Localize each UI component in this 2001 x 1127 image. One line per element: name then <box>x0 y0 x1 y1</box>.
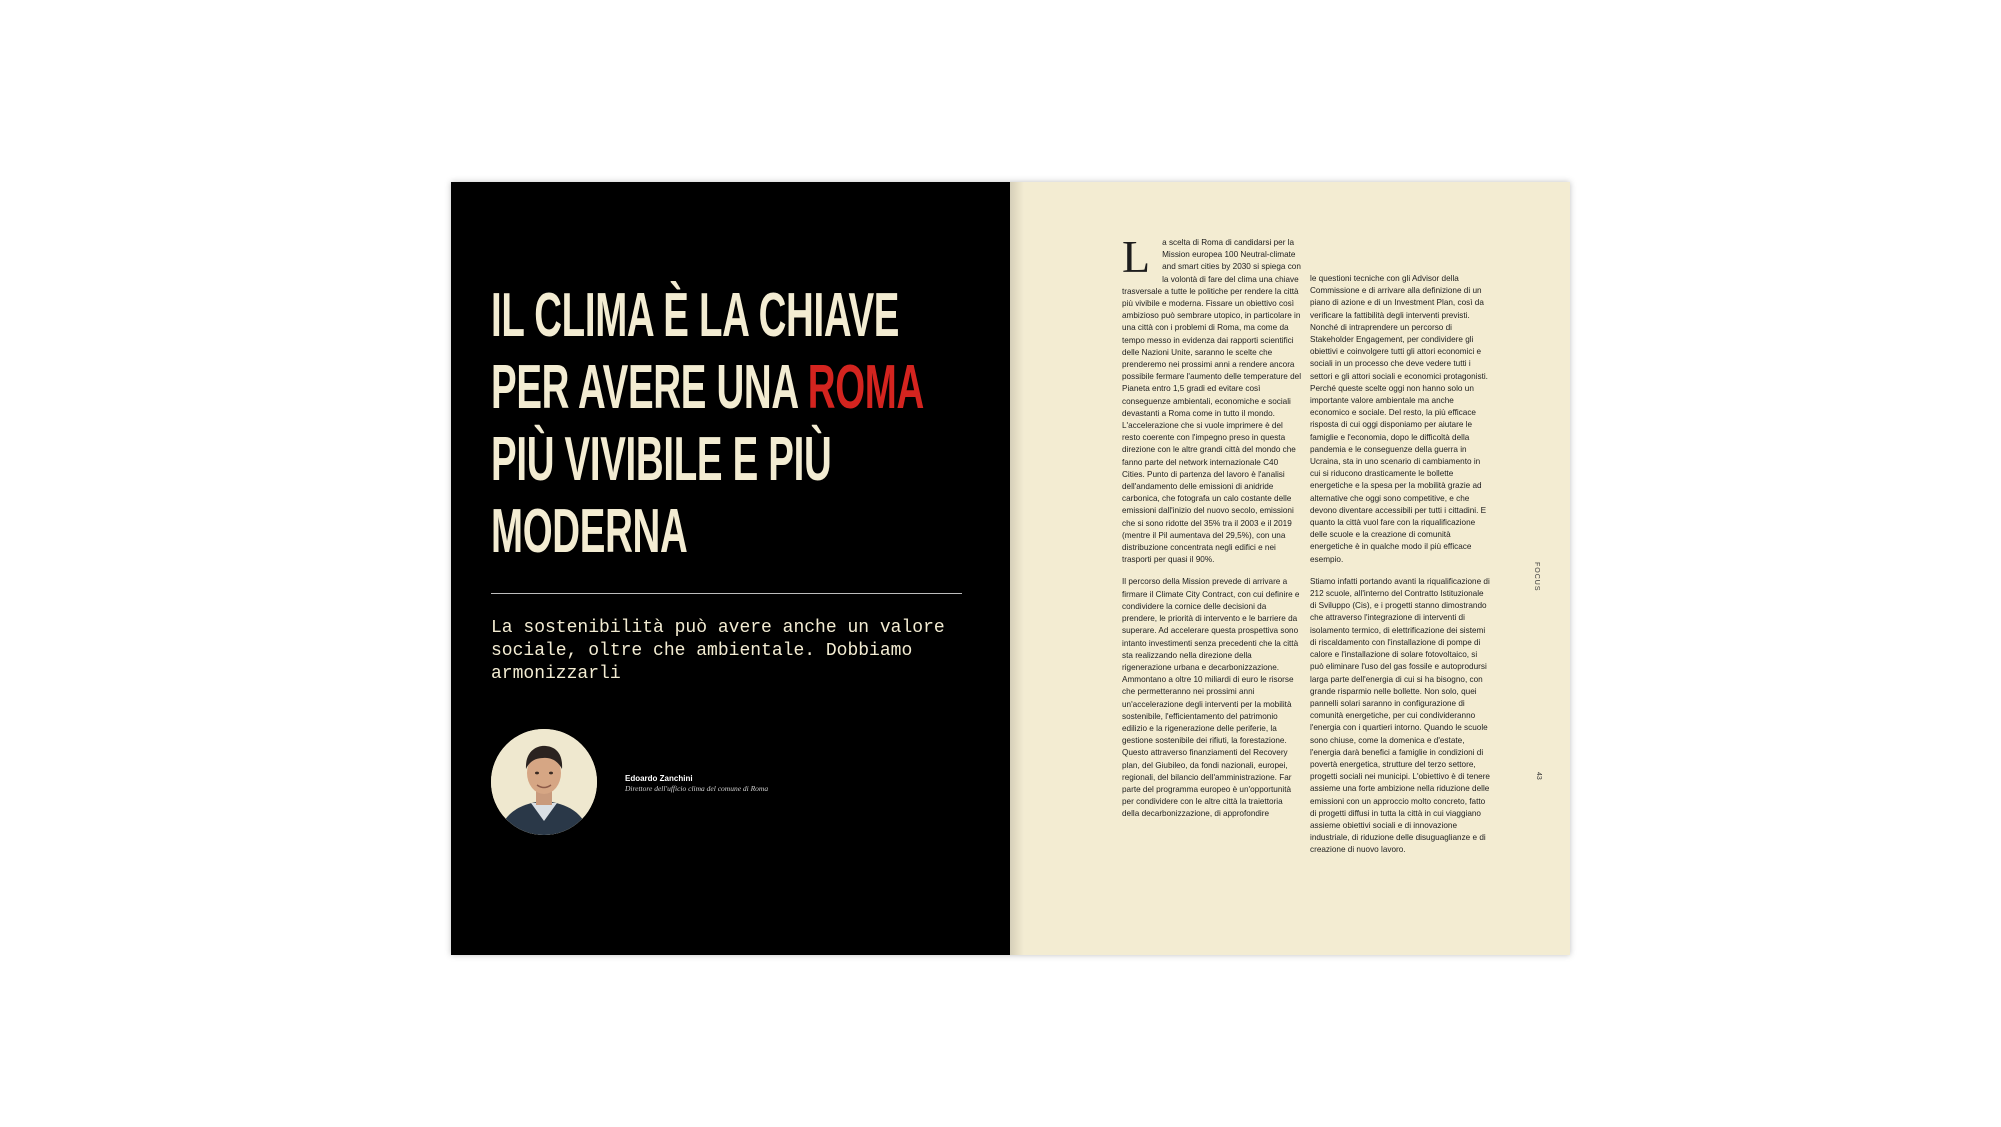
headline-text-1: IL CLIMA È LA CHIAVE PER AVERE UNA <box>491 281 900 422</box>
author-photo <box>491 729 597 835</box>
magazine-spread <box>451 182 1570 955</box>
divider-rule <box>491 593 962 594</box>
left-page <box>451 182 1010 955</box>
body-paragraph <box>1122 231 1302 566</box>
paragraph-text: a scelta di Roma di candidarsi per la Mission europea 100 Neutral-climate and smart cities by 2030 si spiega con la volontà di fare del clima una chiave trasversale a tutte le politiche per rendere la città più vivibile e moderna. Fissare un obiettivo così ambizioso può sembrare utopico, in particolare in una città con i problemi di Roma, ma come da tempo messo in evidenza dai rapporti scientifici delle Nazioni Unite, saranno le scelte che prenderemo nei prossimi anni a rendere ancora possibile fermare l'aumento delle temperature del Pianeta entro 1,5 gradi ed evitare così conseguenze ambientali, economiche e sociali devastanti a Roma come in tutto il mondo. L'accelerazione che si vuole imprimere è del resto coerente con l'impegno preso in questa direzione con le altre grandi città del mondo che fanno parte del network internazionale C40 Cities. Punto di partenza del lavoro è l'analisi dell'andamento delle emissioni di anidride carbonica, che fotografa un calo costante delle emissioni dall'inizio del nuovo secolo, emissioni che si sono ridotte del 35% tra il 2003 e il 2019 (mentre il Pil aumentava del 29,5%), con una distribuzione concentrata negli edifici e nei trasporti per quasi il 90%. <box>1122 238 1302 565</box>
headline-text-2: PIÙ VIVIBILE E PIÙ MODERNA <box>491 425 832 566</box>
right-page <box>1010 182 1570 955</box>
headline-accent-word: ROMA <box>807 353 923 422</box>
article-headline <box>491 280 975 568</box>
author-name: Edoardo Zanchini <box>625 774 693 783</box>
drop-cap: L <box>1122 231 1151 282</box>
page-number: 43 <box>1535 772 1542 780</box>
body-paragraph: Stiamo infatti portando avanti la riqualificazione di 212 scuole, all'interno del Contratto Istituzionale di Sviluppo (Cis), e i progetti stanno dimostrando che attraverso l'integrazione di interventi di isolamento termico, di elettrificazione dei sistemi di riscaldamento con l'installazione di pompe di calore e l'installazione di solare fotovoltaico, si può eliminare l'uso del gas fossile e autoprodursi larga parte dell'energia di cui si ha bisogno, con grande risparmio nelle bollette. Non solo, quei pannelli solari saranno in configurazione di comunità energetiche, per cui condivideranno l'energia con i quartieri intorno. Quando le scuole sono chiuse, come la domenica e d'estate, l'energia darà benefici a famiglie in condizioni di povertà energetica, strutture del terzo settore, progetti sociali nei municipi. L'obiettivo è di tenere assieme una forte ambizione nella riduzione delle emissioni con un approccio molto concreto, fatto di progetti diffusi in tutta la città in cui viaggiano assieme obiettivi sociali e di innovazione industriale, di riduzione delle disuguaglianze e di creazione di nuovo lavoro. <box>1310 576 1490 855</box>
body-paragraph: Il percorso della Mission prevede di arrivare a firmare il Climate City Contract, con cui definire e condividere la cornice delle decisioni da prendere, le priorità di intervento e le barriere da superare. Ad accelerare questa prospettiva sono intanto investimenti senza precedenti che la città sta realizzando nella direzione della rigenerazione urbana e decarbonizzazione. Ammontano a oltre 10 miliardi di euro le risorse che permetteranno nei prossimi anni un'accelerazione degli interventi per la mobilità sostenibile, l'efficientamento del patrimonio edilizio e la rigenerazione delle periferie, la gestione sostenibile dei rifiuti, la forestazione. Questo attraverso finanziamenti del Recovery plan, del Giubileo, da fondi nazionali, europei, regionali, del bilancio dell'amministrazione. Far parte del programma europeo è un'opportunità per condividere con le altre città la traiettoria della decarbonizzazione, di approfondire <box>1122 577 1300 819</box>
author-role: Direttore dell'ufficio clima del comune di Roma <box>625 784 769 793</box>
text-column-1 <box>1122 231 1302 831</box>
body-paragraph: le questioni tecniche con gli Advisor della Commissione e di arrivare alla definizione di un piano di azione e di un Investment Plan, così da verificare la fattibilità degli interventi previsti. Nonché di intraprendere un percorso di Stakeholder Engagement, per condividere gli obiettivi e coinvolgere tutti gli attori economici e sociali in un processo che deve vedere tutti i settori e gli attori sociali e economici protagonisti. Perché queste scelte oggi non hanno solo un importante valore ambientale ma anche economico e sociale. Del resto, la più efficace risposta di cui oggi disponiamo per aiutare le famiglie e l'economia, dopo le difficoltà della pandemia e le conseguenze della guerra in Ucraina, sta in uno scenario di cambiamento in cui si riducono drasticamente le bollette energetiche e la spesa per la mobilità grazie ad alternative che oggi sono competitive, e che devono diventare accessibili per tutti i cittadini. E quanto la città vuol fare con la riqualificazione delle scuole e la creazione di comunità energetiche è in qualche modo il più efficace esempio. <box>1310 274 1488 564</box>
text-column-2 <box>1310 273 1491 867</box>
section-label: FOCUS <box>1533 562 1540 592</box>
article-subtitle: La sostenibilità può avere anche un valore sociale, oltre che ambientale. Dobbiamo armonizzarli <box>491 618 945 684</box>
gutter-shadow <box>1010 182 1024 955</box>
